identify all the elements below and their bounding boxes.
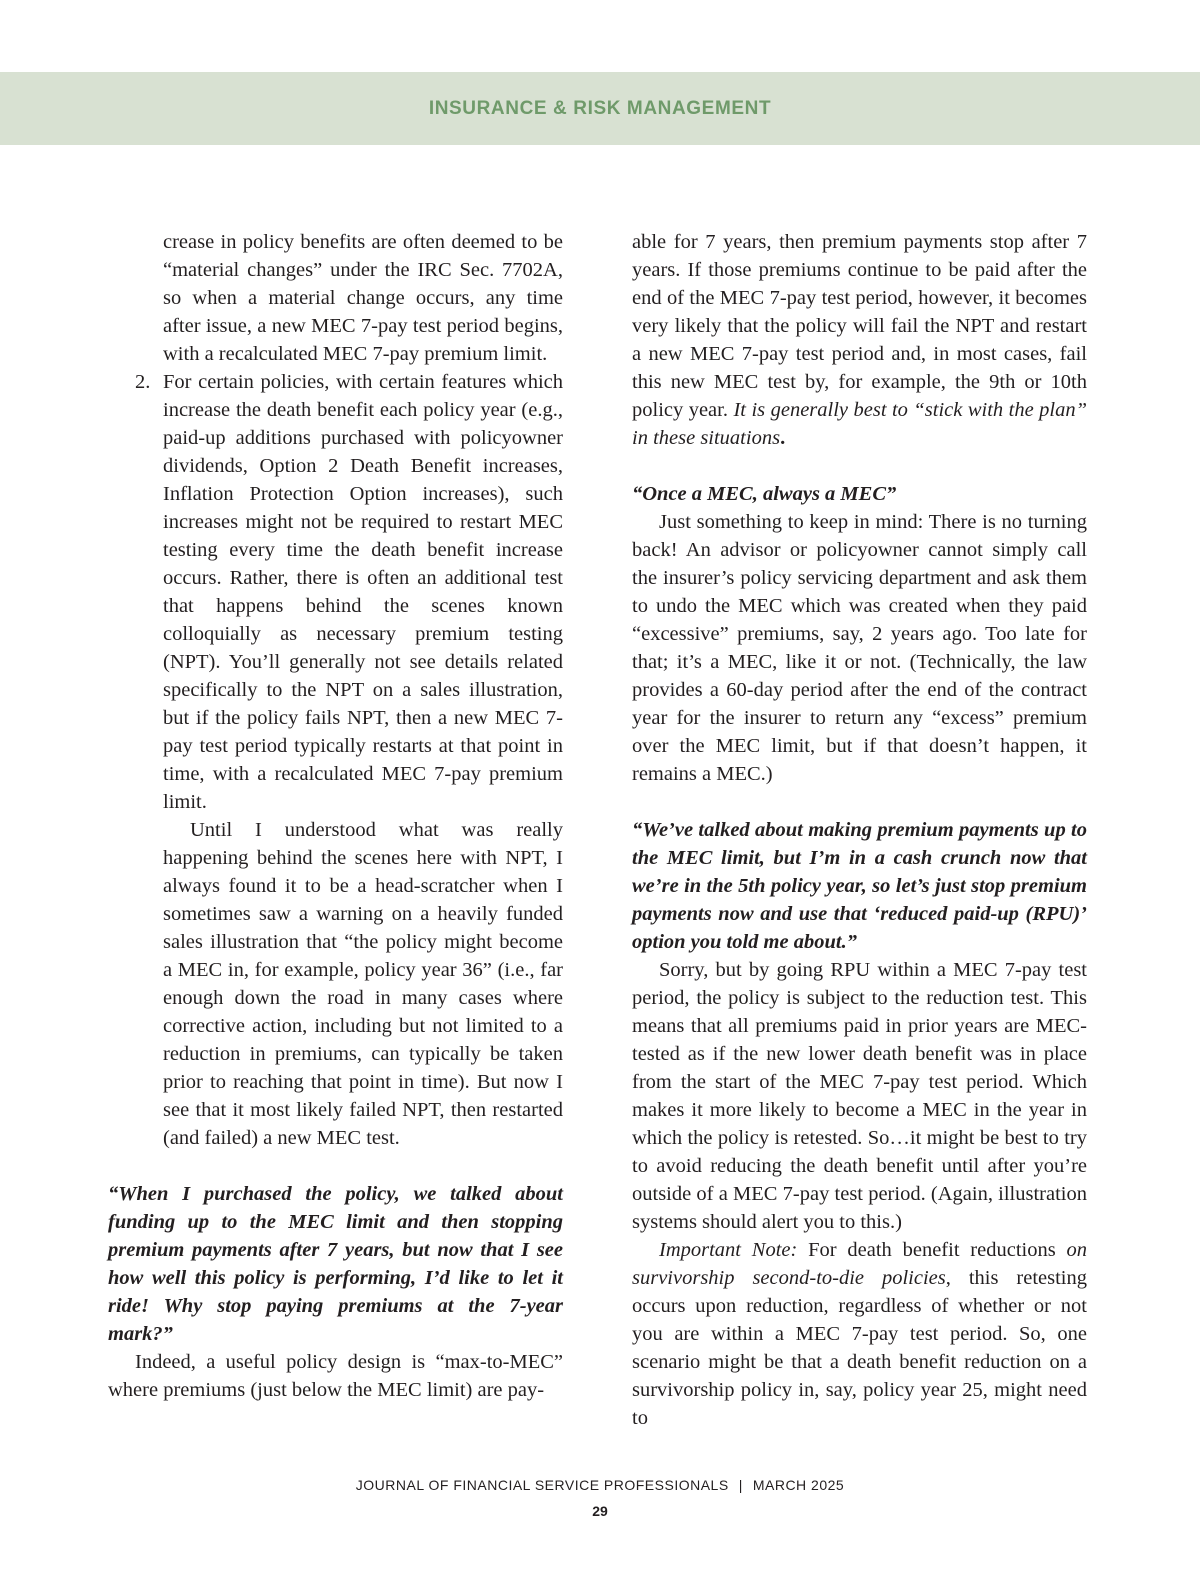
paragraph: Until I understood what was really happening behind the scenes here with NPT, I always found it to be a head-scratcher when I sometimes saw a warning on a heavily funded sales illustration that “the policy might become a MEC in, for example, policy year 36” (i.e., far enough down the road in many cases where corrective action, including but not limited to a reduction in premiums, can typically be taken prior to reaching that point in time). But now I see that it most likely failed NPT, then restarted (and failed) a new MEC test.	[163, 819, 563, 1149]
item-text: For certain policies, with certain features which increase the death benefit each policy year (e.g., paid-up additions purchased with policyowner dividends, Option 2 Death Benefit increases, Inflation Protection Option increases), such increases might not be required to restart MEC testing every time the death benefit increase occurs. Rather, there is often an additional test that happens behind the scenes known colloquially as necessary premium testing (NPT). You’ll generally not see details related specifically to the NPT on a sales illustration, but if the policy fails NPT, then a new MEC 7-pay test period typically restarts at that point in time, with a recalculated MEC 7-pay premium limit.	[163, 371, 563, 813]
italic-emphasis: on survivorship second-to-die policies	[632, 1239, 1088, 1289]
paragraph: crease in policy benefits are often deemed to be “material changes” under the IRC Sec. 7702A, so when a material change occurs, any time after issue, a new MEC 7-pay test period begins, with a recalculated MEC 7-pay premium limit.	[163, 231, 563, 365]
journal-name: JOURNAL OF FINANCIAL SERVICE PROFESSIONALS	[355, 1477, 729, 1493]
question-heading: “Once a MEC, always a MEC”	[632, 483, 897, 505]
section-header-band	[0, 72, 1200, 145]
footer-separator: |	[738, 1477, 743, 1493]
note-label: Important Note:	[659, 1239, 798, 1261]
section-title: INSURANCE & RISK MANAGEMENT	[428, 97, 772, 119]
issue-date: MARCH 2025	[752, 1477, 845, 1493]
page-footer	[0, 1477, 1200, 1493]
paragraph: Sorry, but by going RPU within a MEC 7-pay test period, the policy is subject to the reduction test. This means that all premiums paid in prior years are MEC-tested as if the new lower death benefit was in place from the start of the MEC 7-pay test period. Which makes it more likely to become a MEC in the year in which the policy is retested. So…it might be best to try to avoid reducing the death benefit until after you’re outside of a MEC 7-pay test period. (Again, illustration systems should alert you to this.)	[632, 959, 1087, 1233]
item-number: 2.	[135, 371, 151, 393]
paragraph: Indeed, a useful policy design is “max-to-MEC” where premiums (just below the MEC limit) are pay-	[108, 1351, 563, 1401]
left-column	[108, 228, 563, 1404]
paragraph: Just something to keep in mind: There is no turning back! An advisor or policyowner cannot simply call the insurer’s policy servicing department and ask them to undo the MEC which was created when they paid “excessive” premiums, say, 2 years ago. Too late for that; it’s a MEC, like it or not. (Technically, the law provides a 60-day period after the end of the contract year for the insurer to return any “excess” premium over the MEC limit, but if that doesn’t happen, it remains a MEC.)	[632, 511, 1087, 785]
numbered-item	[108, 368, 563, 816]
page-number: 29	[592, 1503, 608, 1519]
question-heading: “When I purchased the policy, we talked about funding up to the MEC limit and then stopping premium payments after 7 years, but now that I see how well this policy is performing, I’d like to let it ride! Why stop paying premiums at the 7-year mark?”	[108, 1183, 563, 1345]
italic-emphasis: It is generally best to “stick with the plan” in these situations	[632, 399, 1087, 449]
right-column	[632, 228, 1087, 1432]
important-note: Important Note: For death benefit reductions on survivorship second-to-die policies, this retesting occurs upon reduction, regardless of whether or not you are within a MEC 7-pay test period. So, one scenario might be that a death benefit reduction on a survivorship policy in, say, policy year 25, might need to	[632, 1239, 1088, 1429]
question-heading: “We’ve talked about making premium payments up to the MEC limit, but I’m in a cash crunch now that we’re in the 5th policy year, so let’s just stop premium payments now and use that ‘reduced paid-up (RPU)’ option you told me about.”	[632, 819, 1087, 953]
paragraph: able for 7 years, then premium payments stop after 7 years. If those premiums continue to be paid after the end of the MEC 7-pay test period, however, it becomes very likely that the policy will fail the NPT and restart a new MEC 7-pay test period and, in most cases, fail this new MEC test by, for example, the 9th or 10th policy year. It is generally best to “stick with the plan” in these situations.	[632, 231, 1087, 449]
